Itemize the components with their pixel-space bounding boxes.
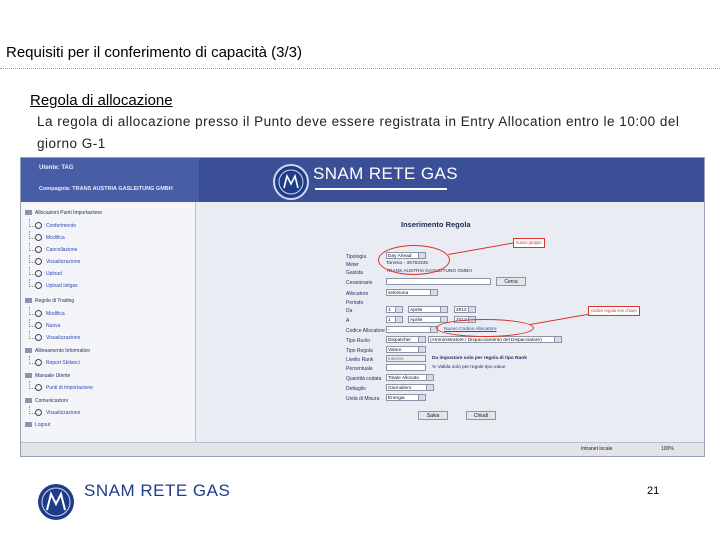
menu-item-trading-modifica[interactable]: Modifica — [35, 310, 65, 317]
menu-item-trading-nuova[interactable]: Nuova — [35, 322, 60, 329]
arrow-icon — [35, 384, 42, 391]
a-day-select[interactable]: 1 — [386, 316, 403, 323]
label-periodo: Periodo — [346, 300, 364, 306]
label-tipo-regola: Tipo Regola — [346, 348, 373, 354]
label-livello-rank: Livello Rank — [346, 357, 374, 363]
highlight-ellipse — [436, 319, 534, 337]
section-heading: Regola di allocazione — [30, 92, 173, 109]
arrow-icon — [35, 258, 42, 265]
chevron-down-icon — [418, 337, 425, 343]
chevron-down-icon — [418, 395, 425, 401]
close-button[interactable]: Chiudi — [466, 411, 496, 420]
chevron-down-icon — [426, 375, 433, 381]
menu-group-manuale[interactable]: Manuale Utente — [25, 373, 70, 379]
menu-item-upload[interactable]: Upload — [35, 270, 62, 277]
highlight-ellipse — [378, 245, 450, 275]
chevron-down-icon — [395, 317, 402, 323]
slide-title: Requisiti per il conferimento di capacità (3/3) — [6, 44, 302, 61]
chevron-down-icon — [554, 337, 561, 343]
chevron-down-icon — [418, 347, 425, 353]
chevron-down-icon — [468, 307, 475, 313]
annotation-note: codice regola non chiaro — [588, 306, 640, 316]
folder-icon — [25, 210, 32, 215]
zoom-level[interactable]: 100% — [661, 446, 674, 452]
annotation-connector — [448, 243, 513, 255]
label-gasista: Gasista — [346, 270, 363, 276]
label-allocatore: Allocatore — [346, 291, 369, 297]
percent-note: % Valida solo per regole tipo value — [432, 365, 506, 370]
label-a: A — [346, 318, 350, 324]
arrow-icon — [35, 322, 42, 329]
label-tipo-ruolo: Tipo Ruolo — [346, 338, 370, 344]
label-percentuale: Percentuale — [346, 366, 373, 372]
menu-item-report-sbilanci[interactable]: Report Sbilanci — [35, 359, 80, 366]
menu-group-allocazioni[interactable]: Allocazioni Punti Importazione — [25, 210, 102, 216]
folder-icon — [25, 348, 32, 353]
tipo-ruolo-select[interactable]: Dispatcher — [386, 336, 426, 343]
cessionario-input[interactable] — [386, 278, 491, 285]
livello-rank-input[interactable]: inserire — [386, 355, 426, 362]
arrow-icon — [35, 409, 42, 416]
chevron-down-icon — [395, 307, 402, 313]
annotation-note: nuovo gruppo — [513, 238, 545, 248]
arrow-icon — [35, 282, 42, 289]
brand-underline — [315, 188, 447, 190]
allocatore-select[interactable]: seleziona — [386, 289, 438, 296]
label-cessionario: Cessionario — [346, 280, 373, 286]
side-menu — [21, 202, 196, 442]
codice-allocatore-select[interactable]: - — [386, 326, 438, 333]
menu-item-conferimento[interactable]: Conferimento — [35, 222, 76, 229]
security-zone: Intranet locale — [581, 446, 613, 452]
a-year-select[interactable]: 2012 — [454, 316, 476, 323]
arrow-icon — [35, 310, 42, 317]
folder-icon — [25, 298, 32, 303]
browser-status-bar — [21, 442, 704, 457]
snam-logo-icon — [273, 164, 309, 200]
dettaglio-select[interactable]: Giornaliero — [386, 384, 434, 391]
folder-icon — [25, 398, 32, 403]
label-unita-misura: Unità di Misura — [346, 396, 380, 402]
nuovo-codice-link[interactable]: Nuovo Codice Allocatore — [444, 327, 497, 332]
arrow-icon — [35, 334, 42, 341]
arrow-icon — [35, 359, 42, 366]
gasista-value: TRANS AUSTRIA GASLEITUNG GMBH — [386, 269, 472, 274]
da-month-select[interactable]: Aprile — [408, 306, 448, 313]
menu-logout[interactable]: Logout — [25, 422, 50, 428]
meter-value: Tarvisio - 35783335 — [386, 261, 428, 266]
label-dettaglio: Dettaglio — [346, 386, 366, 392]
label-da: Da — [346, 308, 353, 314]
app-brand-name: SNAM RETE GAS — [313, 164, 459, 183]
chevron-down-icon — [440, 307, 447, 313]
logout-icon — [25, 422, 32, 427]
label-meter: Meter — [346, 262, 359, 268]
unita-select[interactable]: Energia — [386, 394, 426, 401]
tipo-ruolo-desc-select[interactable]: (Amministratore / Dispacciamento del Dispacciatore) — [428, 336, 562, 343]
annotation-connector — [530, 314, 589, 325]
menu-group-trading[interactable]: Regole di Trading — [25, 298, 74, 304]
menu-item-modifica[interactable]: Modifica — [35, 234, 65, 241]
arrow-icon — [35, 222, 42, 229]
da-day-select[interactable]: 1 — [386, 306, 403, 313]
save-button[interactable]: Salva — [418, 411, 448, 420]
da-year-select[interactable]: 2012 — [454, 306, 476, 313]
menu-item-cancellazione[interactable]: Cancellazione — [35, 246, 77, 253]
menu-item-visualizzazione[interactable]: Visualizzazione — [35, 258, 80, 265]
arrow-icon — [35, 234, 42, 241]
menu-group-allineamento[interactable]: Allineamento Informativo — [25, 348, 90, 354]
menu-item-punti-importazione[interactable]: Punti di Importazione — [35, 384, 93, 391]
label-codice-allocatore: Codice Allocatore — [346, 328, 385, 334]
user-panel — [21, 158, 199, 202]
menu-item-comunicazioni-visualizzazione[interactable]: Visualizzazione — [35, 409, 80, 416]
app-header — [21, 158, 704, 202]
quantita-select[interactable]: Totale Allocato — [386, 374, 434, 381]
title-divider — [0, 68, 720, 69]
menu-item-upload-istigas[interactable]: Upload Istigas — [35, 282, 78, 289]
chevron-down-icon — [430, 290, 437, 296]
snam-logo-icon — [36, 482, 76, 527]
form-area — [196, 202, 704, 442]
a-month-select[interactable]: Aprile — [408, 316, 448, 323]
percentuale-input[interactable] — [386, 364, 426, 371]
label-tipologia: Tipologia — [346, 254, 367, 260]
company-label: Compagnia: TRANS AUSTRIA GASLEITUNG GMBH — [39, 186, 173, 192]
page-number: 21 — [647, 485, 660, 497]
arrow-icon — [35, 270, 42, 277]
menu-group-comunicazioni[interactable]: Comunicazioni — [25, 398, 68, 404]
cerca-button[interactable]: Cerca — [496, 277, 526, 286]
form-title: Inserimento Regola — [401, 220, 471, 229]
user-label: Utente: TAG — [39, 165, 74, 171]
folder-icon — [25, 373, 32, 378]
label-quantita-codata: Quantità codata — [346, 376, 382, 382]
rank-note: Da impostare solo per regola di tipo Rank — [432, 356, 527, 361]
app-screenshot — [20, 157, 705, 457]
tipo-regola-select[interactable]: Valore — [386, 346, 426, 353]
menu-item-trading-visualizzazione[interactable]: Visualizzazione — [35, 334, 80, 341]
tipologia-select[interactable]: Day Ahead — [386, 252, 426, 259]
footer-brand: SNAM RETE GAS — [84, 481, 231, 500]
chevron-down-icon — [426, 385, 433, 391]
section-text: La regola di allocazione presso il Punto deve essere registrata in Entry Allocation entro le 10:00 del giorno G-1 — [37, 114, 680, 151]
arrow-icon — [35, 246, 42, 253]
